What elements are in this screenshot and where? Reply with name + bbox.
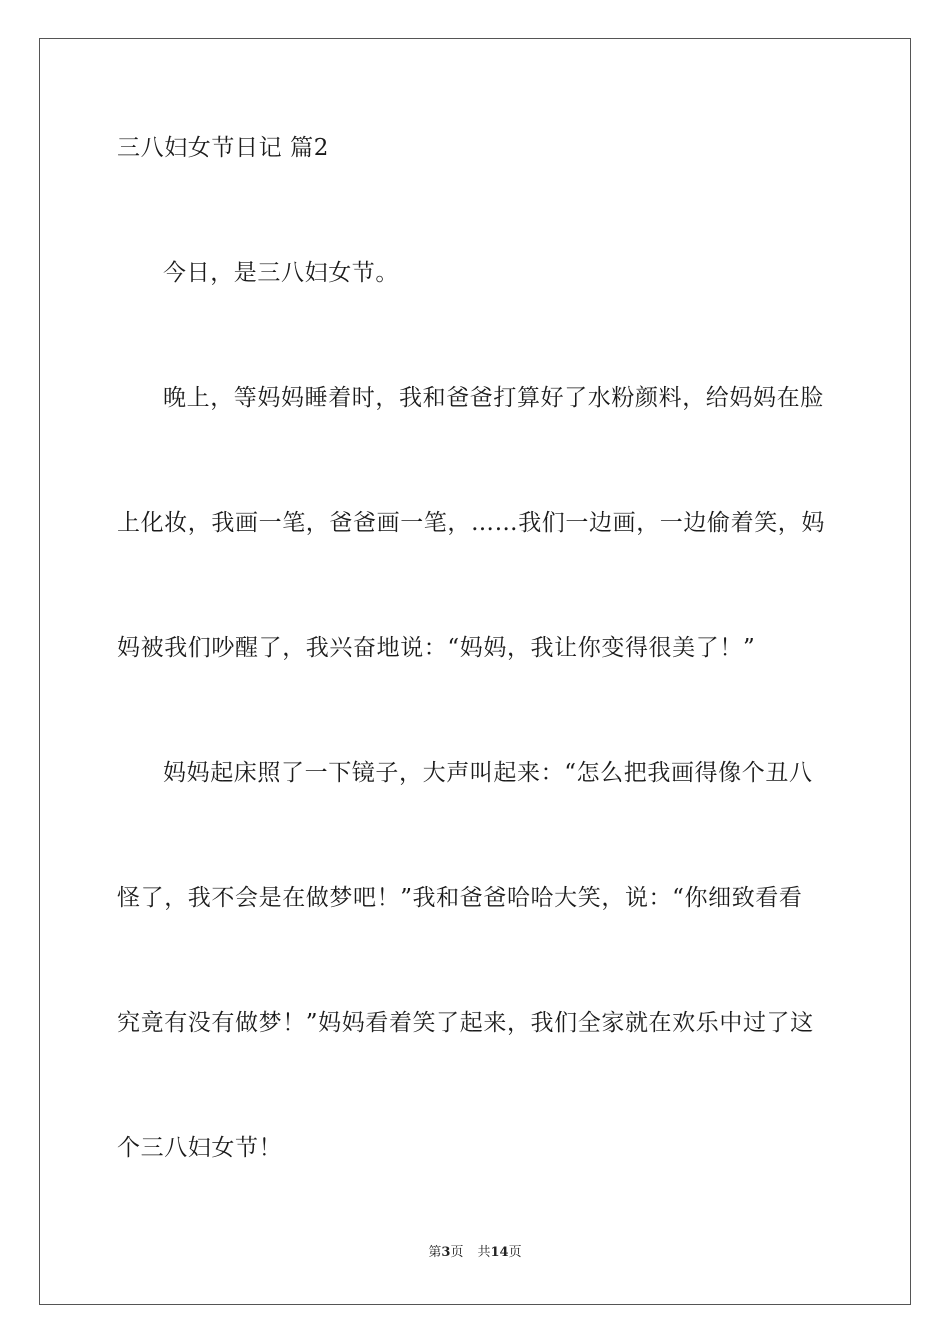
paragraph-line: 今日，是三八妇女节。 [163,260,399,286]
total-prefix: 共 [477,1245,491,1260]
paragraph-line: 妈妈起床照了一下镜子，大声叫起来：“怎么把我画得像个丑八 [163,760,813,786]
page-prefix: 第 [428,1245,442,1260]
paragraph-line: 怪了，我不会是在做梦吧！”我和爸爸哈哈大笑，说：“你细致看看 [117,885,803,911]
paragraph-line: 究竟有没有做梦！”妈妈看着笑了起来，我们全家就在欢乐中过了这 [117,1010,814,1036]
page-total: 14 [490,1245,509,1260]
total-suffix: 页 [508,1245,522,1260]
page-footer [0,1244,950,1262]
page-border [39,38,911,1305]
page-current: 3 [441,1245,451,1260]
paragraph-line: 晚上，等妈妈睡着时，我和爸爸打算好了水粉颜料，给妈妈在脸 [163,385,824,411]
page-suffix: 页 [450,1245,464,1260]
paragraph-line: 妈被我们吵醒了，我兴奋地说：“妈妈，我让你变得很美了！” [117,635,756,661]
paragraph-line: 个三八妇女节！ [117,1135,283,1161]
document-title: 三八妇女节日记 篇2 [117,135,329,161]
paragraph-line: 上化妆，我画一笔，爸爸画一笔，……我们一边画，一边偷着笑，妈 [117,510,825,536]
